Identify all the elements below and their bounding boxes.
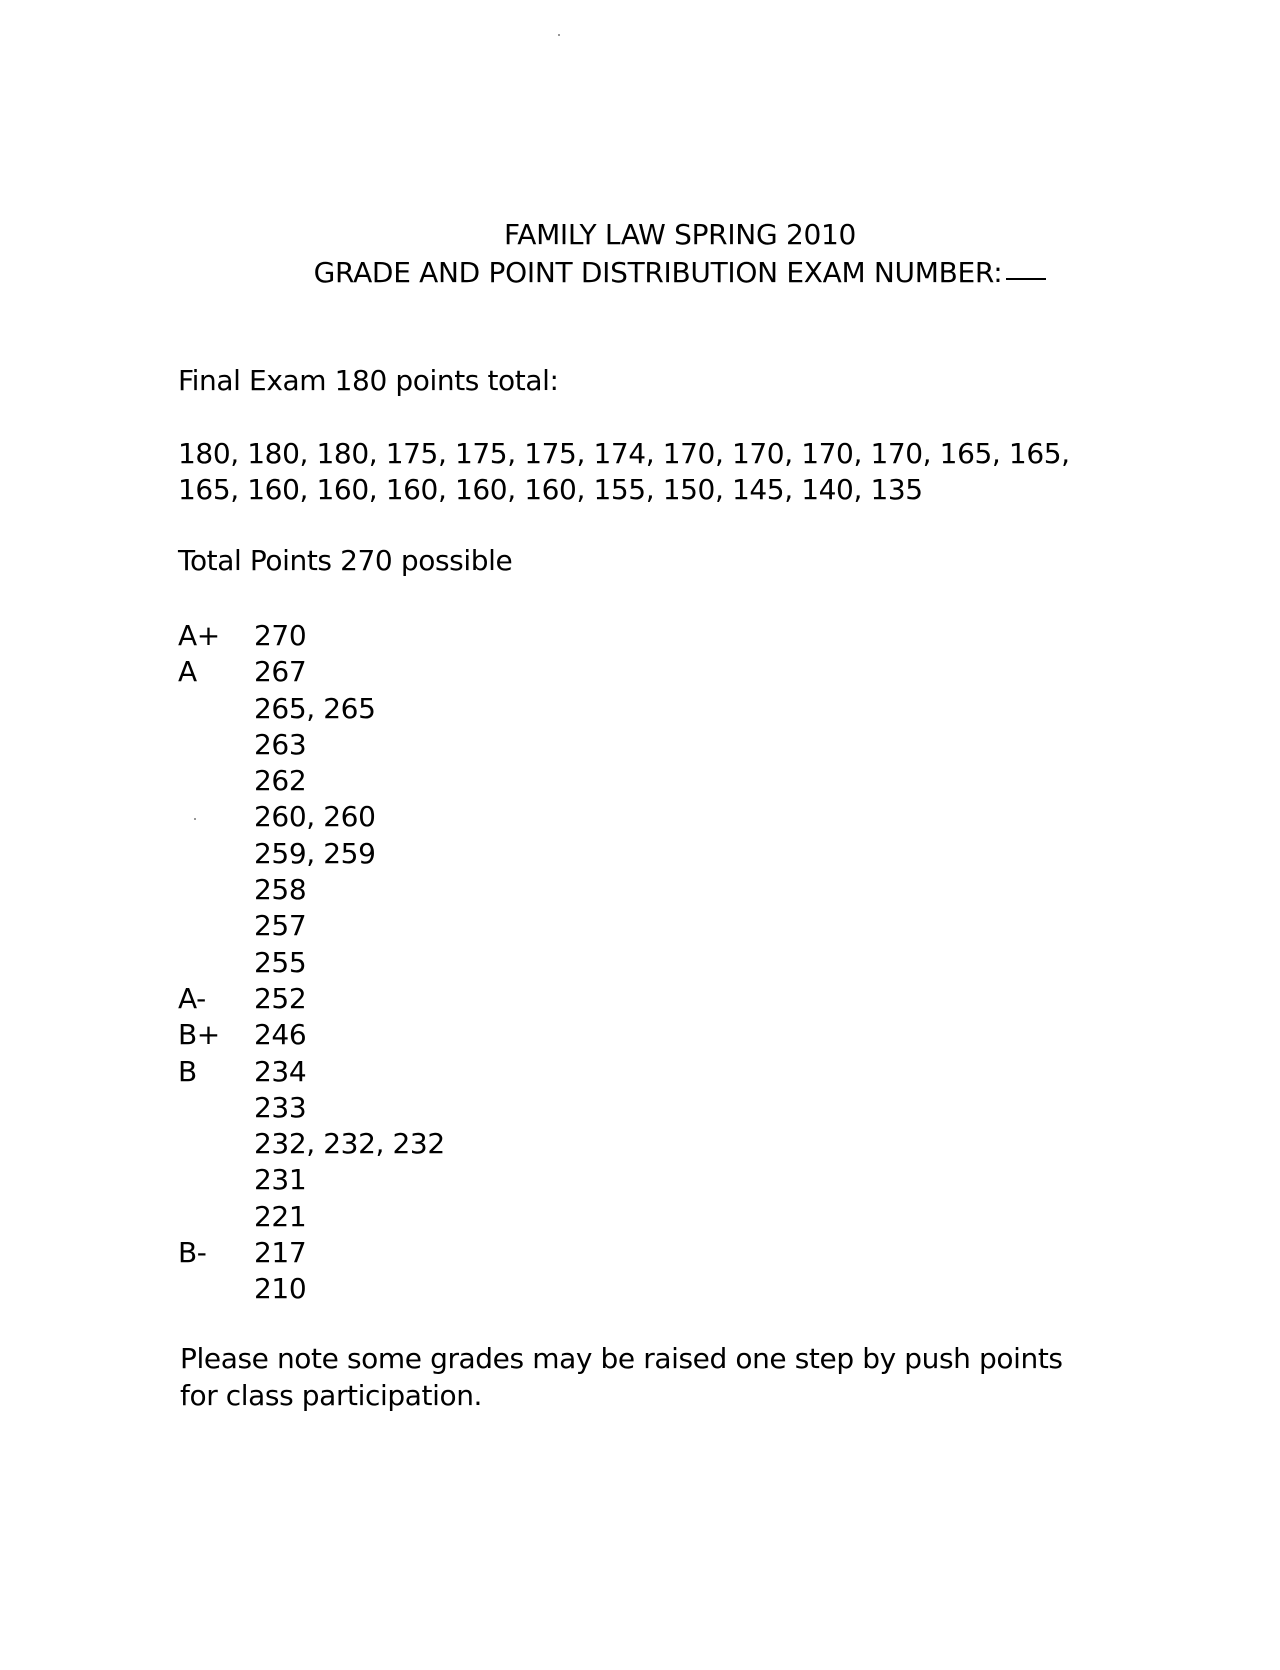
grade-points: 257 (254, 909, 307, 943)
grade-letter (178, 727, 254, 763)
grade-letter (178, 763, 254, 799)
grade-row (178, 836, 445, 872)
grade-row (178, 981, 445, 1017)
grade-points: 232, 232, 232 (254, 1127, 445, 1161)
grade-letter (178, 1271, 254, 1307)
grade-row (178, 654, 445, 690)
grade-points: 270 (254, 619, 307, 652)
grade-letter (178, 691, 254, 727)
grade-points: 262 (254, 764, 307, 798)
participation-note: Please note some grades may be raised one step by push points for class participation. (180, 1342, 1063, 1412)
grade-points: 263 (254, 727, 307, 761)
grade-letter (178, 908, 254, 944)
grade-letter (178, 799, 254, 835)
grade-row (178, 799, 445, 835)
grade-points: 265, 265 (254, 691, 376, 725)
grade-row (178, 1054, 445, 1090)
grade-points: 267 (254, 655, 307, 689)
grade-letter: B (178, 1054, 197, 1088)
grade-row (178, 872, 445, 908)
grade-row (178, 908, 445, 944)
grade-row (178, 1271, 445, 1307)
grade-row (178, 618, 445, 654)
scores-line: 180, 180, 180, 175, 175, 175, 174, 170, 170, 170, 170, 165, 165, (178, 437, 1070, 470)
grade-points: 255 (254, 945, 307, 979)
grade-letter: A+ (178, 619, 220, 652)
scores-line: 165, 160, 160, 160, 160, 160, 155, 150, 145, 140, 135 (178, 473, 923, 506)
grade-row (178, 1235, 445, 1271)
grade-letter (178, 836, 254, 872)
grade-letter: B- (178, 1236, 207, 1270)
grade-row (178, 763, 445, 799)
grade-row (178, 1017, 445, 1053)
scan-speck (558, 34, 560, 36)
grade-letter (178, 1090, 254, 1126)
grade-distribution-table (178, 618, 445, 1308)
grade-row (178, 1090, 445, 1126)
grade-row (178, 1199, 445, 1235)
grade-points: 259, 259 (254, 836, 376, 870)
grade-row (178, 945, 445, 981)
grade-letter: B+ (178, 1018, 220, 1052)
grade-points: 234 (254, 1054, 307, 1088)
grade-letter (178, 1126, 254, 1162)
grade-row (178, 1162, 445, 1198)
grade-points: 246 (254, 1018, 307, 1052)
grade-points: 231 (254, 1163, 307, 1197)
grade-points: 217 (254, 1236, 307, 1270)
grade-row (178, 727, 445, 763)
exam-number-blank (1006, 278, 1046, 280)
grade-letter: A (178, 655, 197, 689)
subtitle-text: GRADE AND POINT DISTRIBUTION EXAM NUMBER: (313, 256, 1003, 289)
grade-points: 252 (254, 981, 307, 1015)
grade-points: 260, 260 (254, 800, 376, 834)
total-points-heading: Total Points 270 possible (178, 544, 513, 577)
grade-letter (178, 1162, 254, 1198)
grade-points: 210 (254, 1272, 307, 1306)
grade-letter (178, 945, 254, 981)
grade-letter: A- (178, 981, 206, 1015)
final-exam-scores (178, 436, 1070, 508)
grade-points: 233 (254, 1090, 307, 1124)
grade-letter (178, 872, 254, 908)
final-exam-heading: Final Exam 180 points total: (178, 364, 559, 397)
document-title: FAMILY LAW SPRING 2010 (503, 218, 856, 251)
document-header (0, 216, 1280, 292)
grade-row (178, 691, 445, 727)
grade-points: 221 (254, 1199, 307, 1233)
grade-points: 258 (254, 873, 307, 907)
document-subtitle (0, 254, 1280, 292)
grade-letter (178, 1199, 254, 1235)
grade-row (178, 1126, 445, 1162)
